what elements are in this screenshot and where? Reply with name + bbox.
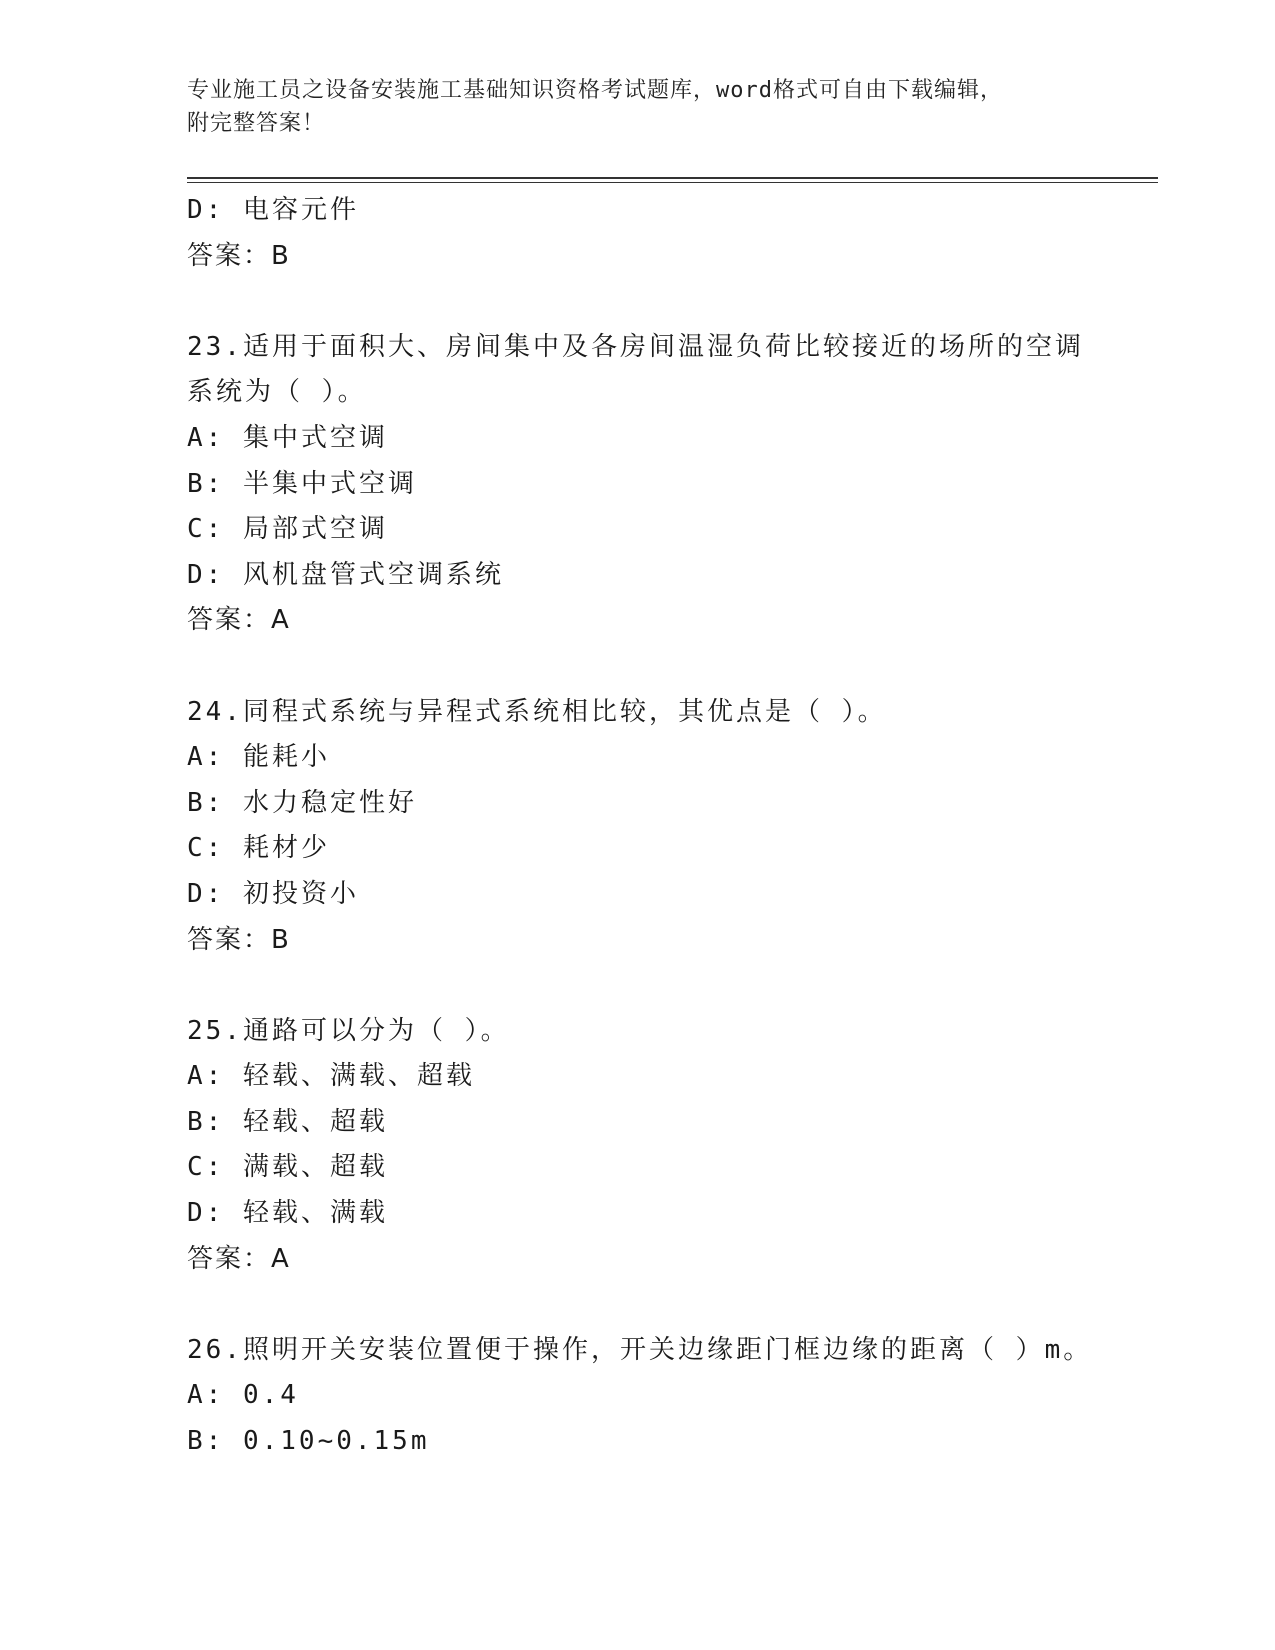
option-line: D: 轻载、满载 bbox=[187, 1198, 388, 1229]
option-line: C: 耗材少 bbox=[187, 833, 330, 864]
option-line: A: 轻载、满载、超载 bbox=[187, 1061, 475, 1092]
document-header bbox=[187, 74, 1087, 140]
question-text: 系统为（ ）。 bbox=[187, 377, 367, 408]
header-line-2: 附完整答案！ bbox=[187, 111, 326, 136]
question-text: 23.适用于面积大、房间集中及各房间温湿负荷比较接近的场所的空调 bbox=[187, 331, 1084, 362]
option-line: B: 半集中式空调 bbox=[187, 468, 417, 499]
option-line: C: 局部式空调 bbox=[187, 514, 388, 545]
answer-line: 答案：B bbox=[187, 924, 291, 955]
header-line-1: 专业施工员之设备安装施工基础知识资格考试题库，word格式可自由下载编辑， bbox=[187, 78, 1003, 103]
option-line: A: 集中式空调 bbox=[187, 422, 388, 453]
spacer bbox=[187, 1282, 1147, 1328]
spacer bbox=[187, 963, 1147, 1009]
option-line: D: 风机盘管式空调系统 bbox=[187, 559, 504, 590]
question-text: 25.通路可以分为（ ）。 bbox=[187, 1015, 510, 1046]
option-line: B: 0.10~0.15m bbox=[187, 1426, 430, 1457]
option-line: A: 能耗小 bbox=[187, 742, 330, 773]
option-line: B: 轻载、超载 bbox=[187, 1106, 388, 1137]
answer-line: 答案：A bbox=[187, 1243, 291, 1274]
option-line: B: 水力稳定性好 bbox=[187, 787, 417, 818]
question-list bbox=[187, 188, 1147, 1465]
header-divider-thin bbox=[187, 182, 1158, 183]
option-line: D: 初投资小 bbox=[187, 878, 359, 909]
question-text: 24.同程式系统与异程式系统相比较，其优点是（ ）。 bbox=[187, 696, 887, 727]
header-divider-thick bbox=[187, 177, 1158, 179]
question-text: 26.照明开关安装位置便于操作，开关边缘距门框边缘的距离（ ）m。 bbox=[187, 1334, 1093, 1365]
spacer bbox=[187, 279, 1147, 325]
option-line: D: 电容元件 bbox=[187, 195, 359, 225]
answer-line: 答案：A bbox=[187, 605, 291, 636]
spacer bbox=[187, 644, 1147, 690]
option-line: C: 满载、超载 bbox=[187, 1152, 388, 1183]
answer-line: 答案：B bbox=[187, 240, 291, 271]
option-line: A: 0.4 bbox=[187, 1380, 299, 1411]
